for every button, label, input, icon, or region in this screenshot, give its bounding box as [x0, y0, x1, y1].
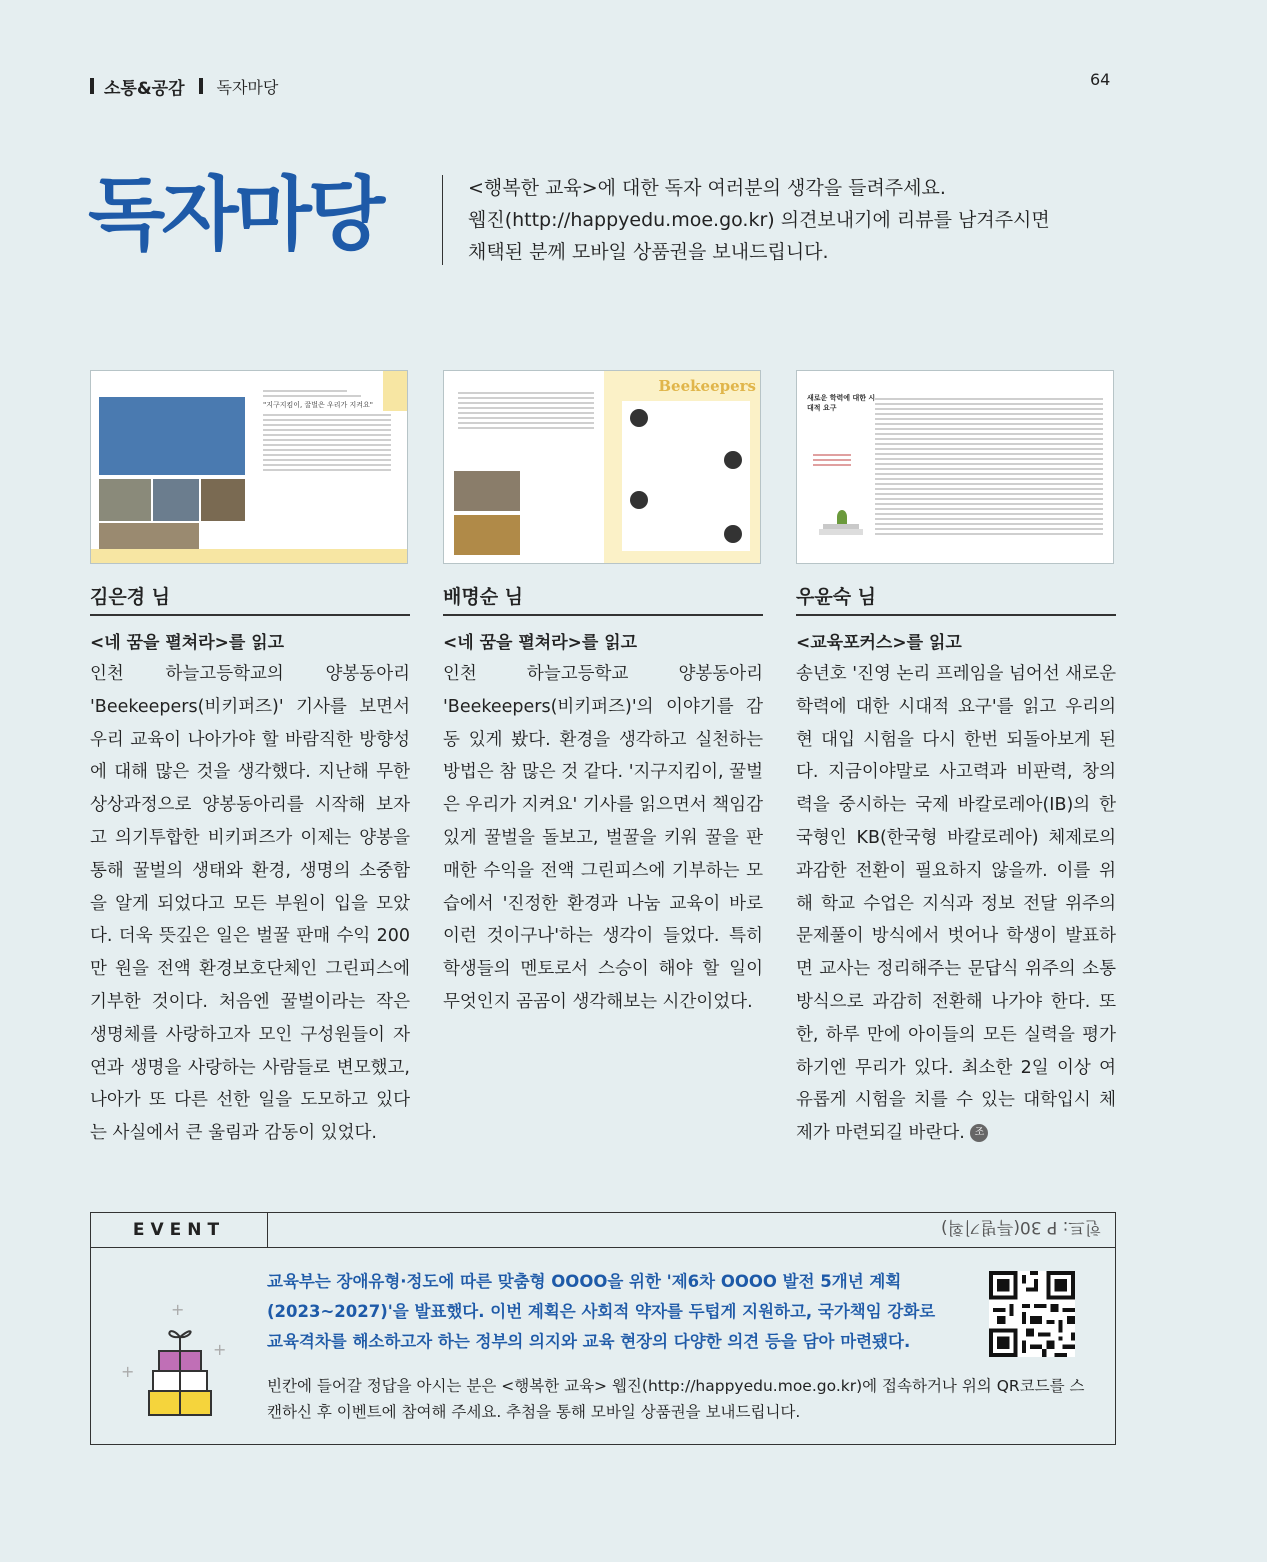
honeycomb-decoration	[383, 371, 407, 411]
event-divider	[267, 1247, 1115, 1248]
review-body-text: 송년호 '진영 논리 프레임을 넘어선 새로운 학력에 대한 시대적 요구'를 읽고 우리의 현 대입 시험을 다시 한번 되돌아보게 된다. 지금이야말로 사고력과 비판력, 창의력을 중시하는 국제 바칼로레아(IB)의 한국형인 KB(한국형 바칼로레아) 체제로의 과감한 전환이 필요하지 않을까. 이를 위해 학교 수업은 지식과 정보 전달 위주의 문제풀이 방식에서 벗어나 학생이 발표하면 교사는 정리해주는 문답식 위주의 소통방식으로 과감히 전환해 나가야 한다. 또한, 하루 만에 아이들의 모든 실력을 평가하기엔 무리가 있다. 최소한 2일 이상 여유롭게 시험을 치를 수 있는 대학입시 체제가 마련되길 바란다.	[796, 664, 1117, 1144]
section-label: 소통&공감	[104, 78, 185, 99]
review-subtitle: <네 꿈을 펼쳐라>를 읽고	[90, 633, 285, 653]
thumb-quote: "지구지킴이, 꿀벌은 우리가 지켜요"	[263, 401, 374, 409]
thumb-profiles	[622, 401, 750, 551]
photo-small	[153, 479, 199, 521]
review-3	[796, 580, 1116, 1150]
page-number: 64	[1090, 70, 1111, 89]
review-body: 인천 하늘고등학교의 양봉동아리 'Beekeepers(비키퍼즈)' 기사를 보면서 우리 교육이 나아가야 할 바람직한 방향성에 대해 많은 것을 생각했다. 지난해 무한상상과정으로 양봉동아리를 시작해 보자고 의기투합한 비키퍼즈가 이제는 양봉을 통해 꿀벌의 생태와 환경, 생명의 소중함을 알게 되었다고 모든 부원이 입을 모았다. 더욱 뜻깊은 일은 벌꿀 판매 수익 200만 원을 전액 환경보호단체인 그린피스에 기부한 것이다. 처음엔 꿀벌이라는 작은 생명체를 사랑하고자 모인 구성원들이 자연과 생명을 사랑하는 사람들로 변모했고, 나아가 또 다른 선한 일을 도모하고 있다는 사실에서 큰 울림과 감동이 있었다.	[90, 664, 410, 1144]
event-question: 교육부는 장애유형·정도에 따른 맞춤형 OOOO을 위한 '제6차 OOOO 발전 5개년 계획(2023~2027)'을 발표했다. 이번 계획은 사회적 약자를 두텁게 지원하고, 국가책임 강화로 교육격차를 해소하고자 하는 정부의 의지와 교육 현장의 다양한 의견 등을 담아 마련됐다.	[267, 1272, 936, 1351]
thumb-text	[257, 387, 397, 474]
thumb-body-text	[869, 395, 1109, 538]
reviewer-name: 우윤숙 님	[796, 580, 1116, 616]
header-bar-divider	[199, 78, 203, 94]
subsection-label: 독자마당	[216, 77, 279, 97]
article-thumbnail-1	[90, 370, 408, 564]
event-box	[90, 1212, 1116, 1445]
intro-text	[468, 172, 1050, 268]
page-title: 독자마당	[88, 168, 382, 261]
svg-text:+: +	[171, 1300, 185, 1319]
honeycomb-strip	[91, 549, 407, 563]
thumb-right-page	[604, 371, 761, 563]
intro-line: <행복한 교육>에 대한 독자 여러분의 생각을 들려주세요.	[468, 177, 946, 199]
article-thumbnail-3	[796, 370, 1114, 564]
review-2	[443, 580, 763, 1019]
event-label: EVENT	[91, 1213, 268, 1248]
photo-group	[99, 397, 245, 475]
gift-icon	[119, 1293, 229, 1423]
reviewer-name: 배명순 님	[443, 580, 763, 616]
thumb-title: 새로운 학력에 대한 시대적 요구	[807, 394, 876, 412]
svg-text:+: +	[213, 1340, 227, 1359]
intro-divider	[442, 175, 443, 265]
page-header	[90, 72, 278, 100]
article-thumbnail-2	[443, 370, 761, 564]
event-instructions: 빈칸에 들어갈 정답을 아시는 분은 <행복한 교육> 웹진(http://happyedu.moe.go.kr)에 접속하거나 위의 QR코드를 스캔하신 후 이벤트에 참여해 주세요. 추첨을 통해 모바일 상품권을 보내드립니다.	[267, 1377, 1085, 1421]
review-1	[90, 580, 410, 1150]
review-subtitle: <교육포커스>를 읽고	[796, 633, 962, 653]
photo-small	[454, 515, 520, 555]
thumb-title: Beekeepers	[658, 377, 756, 395]
intro-line: 웹진(http://happyedu.moe.go.kr) 의견보내기에 리뷰를 남겨주시면	[468, 209, 1050, 231]
photo-small	[201, 479, 245, 521]
qr-code-icon[interactable]	[989, 1271, 1075, 1357]
thumb-text	[807, 451, 857, 469]
review-subtitle: <네 꿈을 펼쳐라>를 읽고	[443, 633, 638, 653]
svg-text:+: +	[121, 1362, 135, 1381]
photo-small	[99, 479, 151, 521]
header-bar	[90, 78, 94, 94]
book-plant-image	[819, 499, 863, 535]
event-hint: 힌트: P 30(특별기획)	[940, 1217, 1101, 1237]
thumb-text	[452, 389, 600, 432]
end-mark-icon: 조	[970, 1124, 988, 1142]
reviewer-name: 김은경 님	[90, 580, 410, 616]
photo-small	[454, 471, 520, 511]
intro-line: 채택된 분께 모바일 상품권을 보내드립니다.	[468, 241, 829, 263]
review-body	[796, 658, 1116, 1150]
review-body: 인천 하늘고등학교 양봉동아리 'Beekeepers(비키퍼즈)'의 이야기를 감동 있게 봤다. 환경을 생각하고 실천하는 방법은 참 많은 것 같다. '지구지킴이, 꿀벌은 우리가 지켜요' 기사를 읽으면서 책임감 있게 꿀벌을 돌보고, 벌꿀을 키워 꿀을 판매한 수익을 전액 그린피스에 기부하는 모습에서 '진정한 환경과 나눔 교육이 바로 이런 것이구나'하는 생각이 들었다. 특히 학생들의 멘토로서 스승이 해야 할 일이 무엇인지 곰곰이 생각해보는 시간이었다.	[443, 664, 764, 1012]
